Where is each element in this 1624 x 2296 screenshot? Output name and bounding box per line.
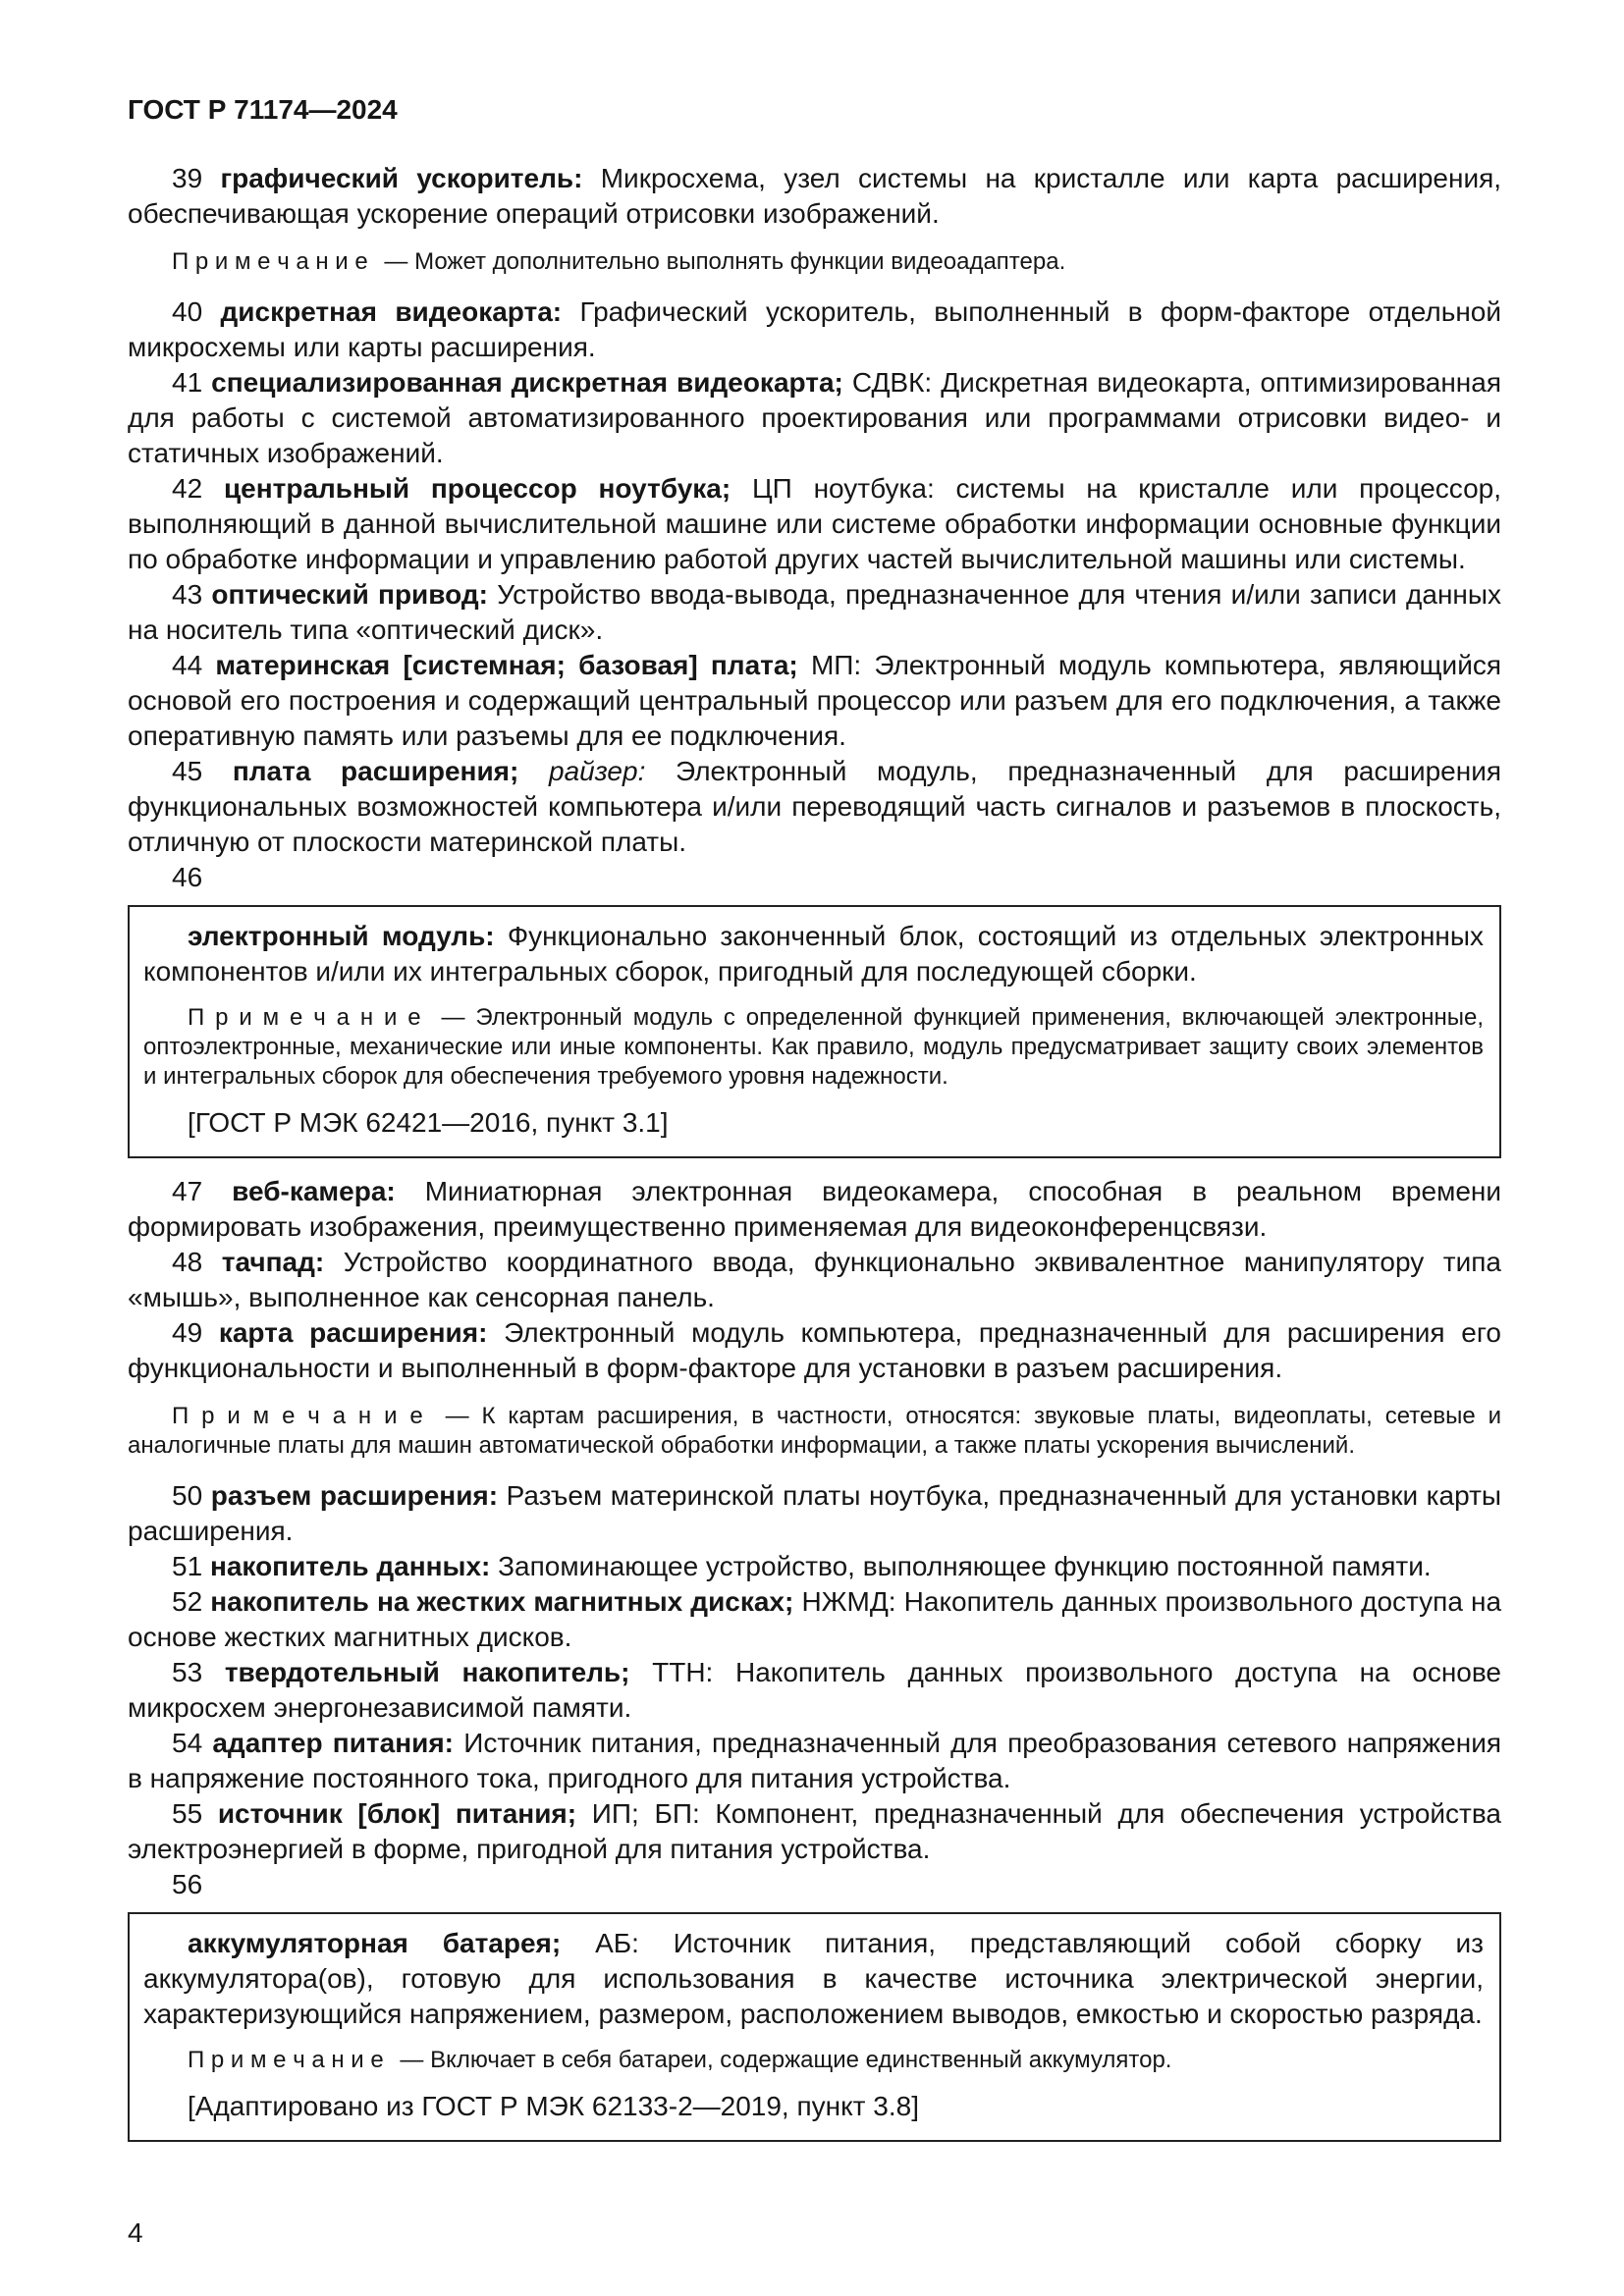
note-text: — Включает в себя батареи, содержащие единственный аккумулятор. — [400, 2047, 1172, 2073]
definition-text: Графический ускоритель, выполненный в форм-факторе отдельной микросхемы или карты расширения. — [128, 296, 1501, 362]
term-definition-48 — [128, 1245, 1501, 1315]
definition-text: Разъем материнской платы ноутбука, предназначенный для установки карты расширения. — [128, 1480, 1502, 1546]
term-definition-49 — [128, 1315, 1501, 1386]
note-text: — К картам расширения, в частности, относятся: звуковые платы, видеоплаты, сетевые и аналогичные платы для машин автоматической обработки информации, а также платы ускорения вычислений. — [128, 1403, 1501, 1459]
term-abbreviation: НЖМД: — [801, 1586, 896, 1617]
term-number: 47 — [172, 1176, 203, 1206]
term-name: оптический привод: — [211, 579, 488, 610]
source-reference: [Адаптировано из ГОСТ Р МЭК 62133-2—2019, пункт 3.8] — [188, 2091, 919, 2121]
term-name: накопитель данных: — [209, 1551, 491, 1581]
term-number: 39 — [172, 163, 203, 193]
definition-text: Миниатюрная электронная видеокамера, способная в реальном времени формировать изображения, преимущественно применяемая для видеоконференцсвязи. — [128, 1176, 1501, 1242]
document-code-header: ГОСТ Р 71174—2024 — [128, 94, 398, 125]
term-name: графический ускоритель: — [220, 163, 583, 193]
source-reference: [ГОСТ Р МЭК 62421—2016, пункт 3.1] — [188, 1107, 669, 1138]
term-definition-44 — [128, 648, 1501, 754]
term-number: 50 — [172, 1480, 203, 1511]
term-number: 44 — [172, 650, 203, 680]
note-label: П р и м е ч а н и е — [172, 1403, 423, 1429]
term-name: твердотельный накопитель; — [224, 1657, 630, 1687]
term-number-standalone-56: 56 — [172, 1869, 203, 1899]
term-abbreviation: МП: — [810, 650, 862, 680]
term-abbreviation: ЦП ноутбука: — [751, 473, 935, 504]
term-number: 53 — [172, 1657, 203, 1687]
box-note — [143, 1003, 1484, 1092]
term-name: адаптер питания: — [212, 1728, 454, 1758]
definition-text: Электронный модуль компьютера, предназначенный для расширения его функциональности и выполненный в форм-факторе для установки в разъем расширения. — [128, 1317, 1501, 1383]
box-term-definition — [143, 1926, 1484, 2032]
term-number: 48 — [172, 1247, 203, 1277]
term-name: специализированная дискретная видеокарта; — [211, 367, 843, 398]
term-number: 40 — [172, 296, 203, 327]
term-number: 43 — [172, 579, 203, 610]
term-definition-47 — [128, 1174, 1501, 1245]
term-name: центральный процессор ноутбука; — [223, 473, 731, 504]
note-label: П р и м е ч а н и е — [188, 2047, 384, 2073]
term-name: электронный модуль: — [188, 921, 495, 951]
term-definition-42 — [128, 471, 1501, 577]
term-name: карта расширения: — [218, 1317, 488, 1348]
page-number: 4 — [128, 2217, 143, 2248]
term-number: 51 — [172, 1551, 203, 1581]
term-name: тачпад: — [221, 1247, 325, 1277]
term-definition-53 — [128, 1655, 1501, 1726]
definition-text: Устройство координатного ввода, функционально эквивалентное манипулятору типа «мышь», выполненное как сенсорная панель. — [128, 1247, 1501, 1312]
note-49 — [128, 1402, 1501, 1461]
note-text: — Может дополнительно выполнять функции видеоадаптера. — [384, 248, 1066, 275]
definition-text: Запоминающее устройство, выполняющее функцию постоянной памяти. — [498, 1551, 1432, 1581]
note-39 — [128, 247, 1501, 277]
note-text: — Электронный модуль с определенной функцией применения, включающей электронные, оптоэлектронные, механические или иные компоненты. Как правило, модуль предусматривает защиту своих элементов и интегральных сборок для обеспечения требуемого уровня надежности. — [143, 1004, 1484, 1090]
term-name: материнская [системная; базовая] плата; — [215, 650, 798, 680]
definition-text: системы на кристалле или процессор, выполняющий в данной вычислительной машине или системе обработки информации основные функции по обработке информации и управлению работой других частей вычислительной машины или системы. — [128, 473, 1502, 574]
definition-text: Микросхема, узел системы на кристалле или карта расширения, обеспечивающая ускорение операций отрисовки изображений. — [128, 163, 1502, 229]
term-definition-40 — [128, 294, 1501, 365]
term-definition-39 — [128, 161, 1501, 232]
term-number: 55 — [172, 1798, 203, 1829]
term-name: накопитель на жестких магнитных дисках; — [210, 1586, 794, 1617]
note-label: П р и м е ч а н и е — [188, 1004, 421, 1031]
term-abbreviation: АБ: — [595, 1928, 639, 1958]
term-definition-55 — [128, 1796, 1501, 1867]
term-definition-52 — [128, 1584, 1501, 1655]
definition-text: Источник питания, представляющий собой сборку из аккумулятора(ов), готовую для использования в качестве источника электрической энергии, характеризующийся напряжением, размером, расположением выводов, емкостью и скоростью разряда. — [143, 1928, 1485, 2029]
definition-text: Накопитель данных произвольного доступа на основе жестких магнитных дисков. — [128, 1586, 1502, 1652]
term-name: источник [блок] питания; — [217, 1798, 577, 1829]
definition-text: Компонент, предназначенный для обеспечения устройства электроэнергией в форме, пригодной для питания устройства. — [128, 1798, 1501, 1864]
definition-text: Электронный модуль, предназначенный для расширения функциональных возможностей компьютера и/или переводящий часть сигналов и разъемов в плоскость, отличную от плоскости материнской платы. — [128, 756, 1502, 857]
definition-text: Устройство ввода-вывода, предназначенное для чтения и/или записи данных на носитель типа «оптический диск». — [128, 579, 1501, 645]
term-number: 45 — [172, 756, 203, 786]
term-name: разъем расширения: — [210, 1480, 499, 1511]
term-number: 41 — [172, 367, 203, 398]
term-number: 54 — [172, 1728, 203, 1758]
definition-text: Дискретная видеокарта, оптимизированная для работы с системой автоматизированного проектирования или программами отрисовки видео- и статичных изображений. — [128, 367, 1501, 468]
definition-text: Электронный модуль компьютера, являющийся основой его построения и содержащий центральный процессор или разъем для его подключения, а также оперативную память или разъемы для ее подключения. — [128, 650, 1502, 751]
quoted-definition-box-46 — [128, 905, 1501, 1158]
term-abbreviation: ИП; БП: — [591, 1798, 700, 1829]
term-name: аккумуляторная батарея; — [188, 1928, 562, 1958]
term-definition-41 — [128, 365, 1501, 471]
term-name: веб-камера: — [232, 1176, 396, 1206]
term-synonym: райзер: — [549, 756, 646, 786]
term-name: плата расширения; — [232, 756, 519, 786]
term-definition-45 — [128, 754, 1501, 860]
box-term-definition — [143, 919, 1484, 989]
term-abbreviation: СДВК: — [851, 367, 933, 398]
term-definition-54 — [128, 1726, 1501, 1796]
definition-text: Функционально законченный блок, состоящий из отдельных электронных компонентов и/или их интегральных сборок, пригодный для последующей сборки. — [143, 921, 1485, 987]
term-name: дискретная видеокарта: — [220, 296, 563, 327]
definition-text: Источник питания, предназначенный для преобразования сетевого напряжения в напряжение постоянного тока, пригодного для питания устройства. — [128, 1728, 1501, 1793]
term-definition-51 — [128, 1549, 1501, 1584]
definition-text: Накопитель данных произвольного доступа на основе микросхем энергонезависимой памяти. — [128, 1657, 1502, 1723]
term-number: 49 — [172, 1317, 203, 1348]
term-number: 52 — [172, 1586, 203, 1617]
note-label: П р и м е ч а н и е — [172, 248, 368, 275]
term-abbreviation: ТТН: — [652, 1657, 714, 1687]
term-number-standalone-46: 46 — [172, 862, 203, 892]
term-definition-50 — [128, 1478, 1501, 1549]
box-note — [143, 2046, 1484, 2075]
term-definition-43 — [128, 577, 1501, 648]
term-number: 42 — [172, 473, 203, 504]
quoted-definition-box-56 — [128, 1912, 1501, 2142]
